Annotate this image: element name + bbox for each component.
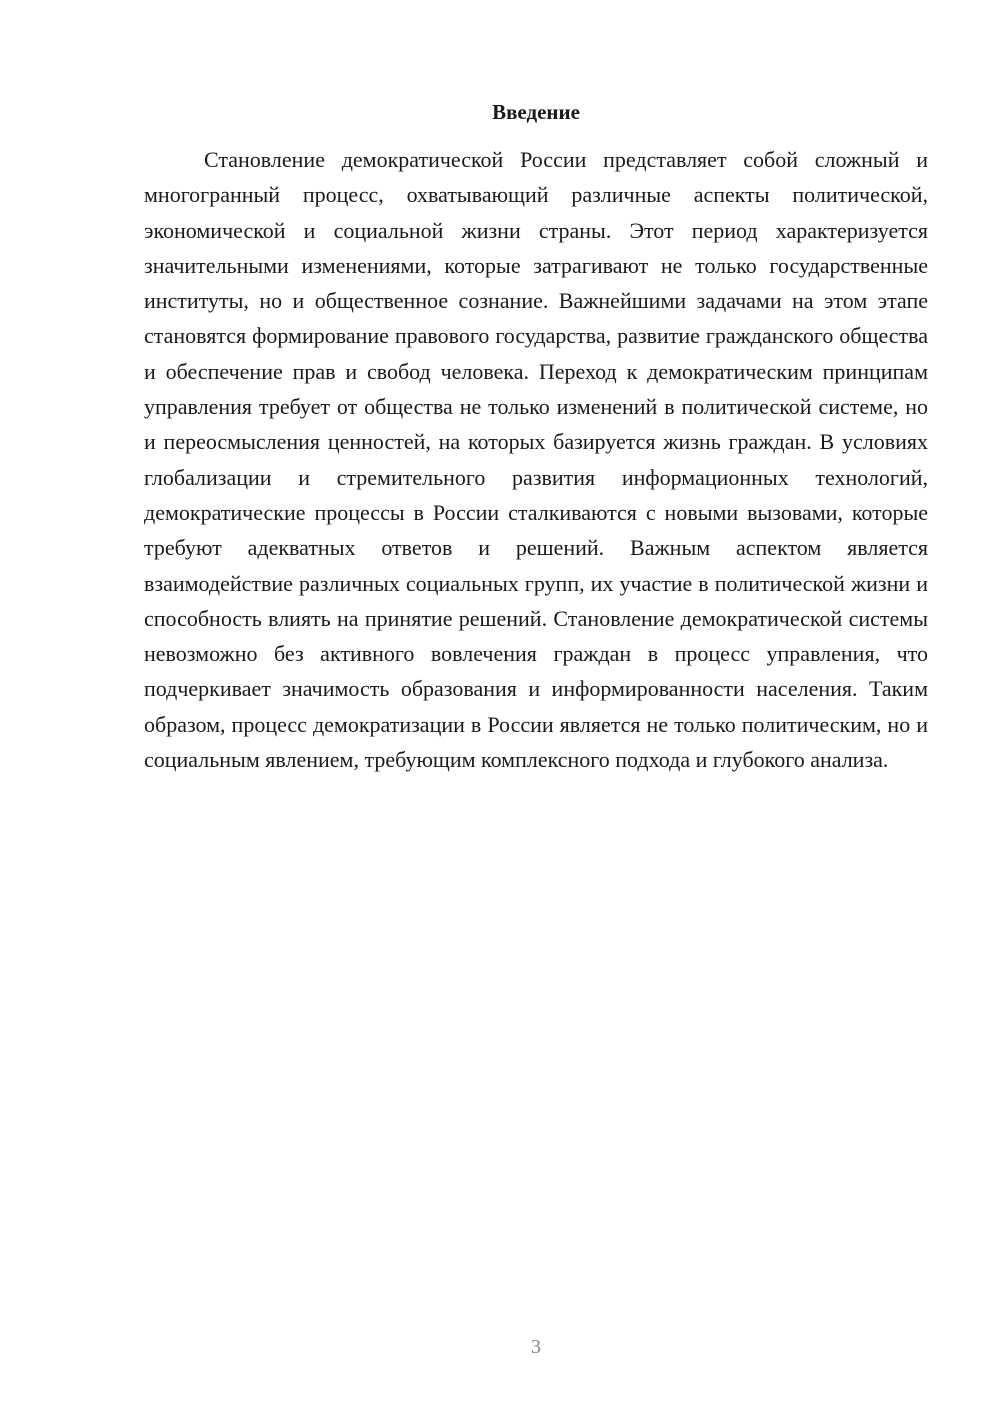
body-paragraph: Становление демократической России представляет собой сложный и многогранный процесс, охватывающий различные аспекты политической, экономической и социальной жизни страны. Этот период характеризуется значительными изменениями, которые затрагивают не только государственные институты, но и общественное сознание. Важнейшими задачами на этом этапе становятся формирование правового государства, развитие гражданского общества и обеспечение прав и свобод человека. Переход к демократическим принципам управления требует от общества не только изменений в политической системе, но и переосмысления ценностей, на которых базируется жизнь граждан. В условиях глобализации и стремительного развития информационных технологий, демократические процессы в России сталкиваются с новыми вызовами, которые требуют адекватных ответов и решений. Важным аспектом является взаимодействие различных социальных групп, их участие в политической жизни и способность влиять на принятие решений. Становление демократической системы невозможно без активного вовлечения граждан в процесс управления, что подчеркивает значимость образования и информированности населения. Таким образом, процесс демократизации в России является не только политическим, но и социальным явлением, требующим комплексного подхода и глубокого анализа. (144, 147, 928, 773)
section-heading: Введение (492, 100, 580, 124)
page-number: 3 (531, 1336, 541, 1358)
